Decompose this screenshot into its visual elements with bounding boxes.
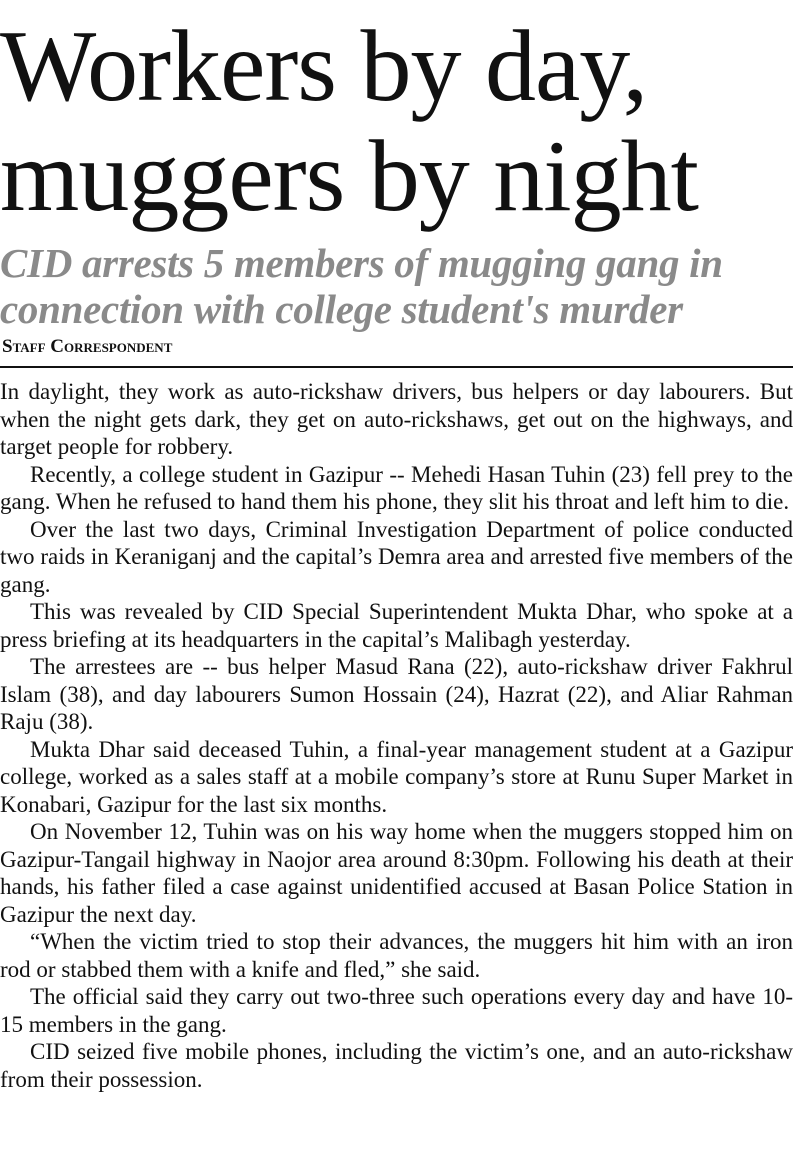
- paragraph: This was revealed by CID Special Superintendent Mukta Dhar, who spoke at a press briefing at its headquarters in the capital’s Malibagh yesterday.: [0, 599, 793, 652]
- paragraph: “When the victim tried to stop their advances, the muggers hit him with an iron rod or stabbed them with a knife and fled,” she said.: [0, 929, 793, 982]
- paragraph: In daylight, they work as auto-rickshaw drivers, bus helpers or day labourers. But when the night gets dark, they get on auto-rickshaws, get out on the highways, and target people for robbery.: [0, 379, 793, 459]
- subheadline-line-2: connection with college student's murder: [0, 286, 683, 332]
- paragraph: On November 12, Tuhin was on his way home when the muggers stopped him on Gazipur-Tangail highway in Naojor area around 8:30pm. Following his death at their hands, his father filed a case against unidentified accused at Basan Police Station in Gazipur the next day.: [0, 819, 793, 927]
- divider: [0, 366, 793, 368]
- paragraph: CID seized five mobile phones, including the victim’s one, and an auto-rickshaw from their possession.: [0, 1039, 793, 1092]
- subheadline: [0, 240, 793, 332]
- headline-line-2: muggers by night: [0, 120, 698, 233]
- paragraph: Recently, a college student in Gazipur -- Mehedi Hasan Tuhin (23) fell prey to the gang. When he refused to hand them his phone, they slit his throat and left him to die.: [0, 461, 793, 514]
- article-body: [0, 378, 793, 1093]
- paragraph: Over the last two days, Criminal Investigation Department of police conducted two raids in Keraniganj and the capital’s Demra area and arrested five members of the gang.: [0, 516, 793, 597]
- headline-line-1: Workers by day,: [0, 10, 648, 123]
- paragraph: Mukta Dhar said deceased Tuhin, a final-year management student at a Gazipur college, worked as a sales staff at a mobile company’s store at Runu Super Market in Konabari, Gazipur for the last six months.: [0, 736, 793, 817]
- paragraph: The arrestees are -- bus helper Masud Rana (22), auto-rickshaw driver Fakhrul Islam (38), and day labourers Sumon Hossain (24), Hazrat (22), and Aliar Rahman Raju (38).: [0, 654, 793, 734]
- subheadline-line-1: CID arrests 5 members of mugging gang in: [0, 240, 723, 286]
- headline: [0, 0, 793, 232]
- paragraph: The official said they carry out two-three such operations every day and have 10-15 members in the gang.: [0, 984, 793, 1037]
- byline: Staff Correspondent: [2, 336, 173, 357]
